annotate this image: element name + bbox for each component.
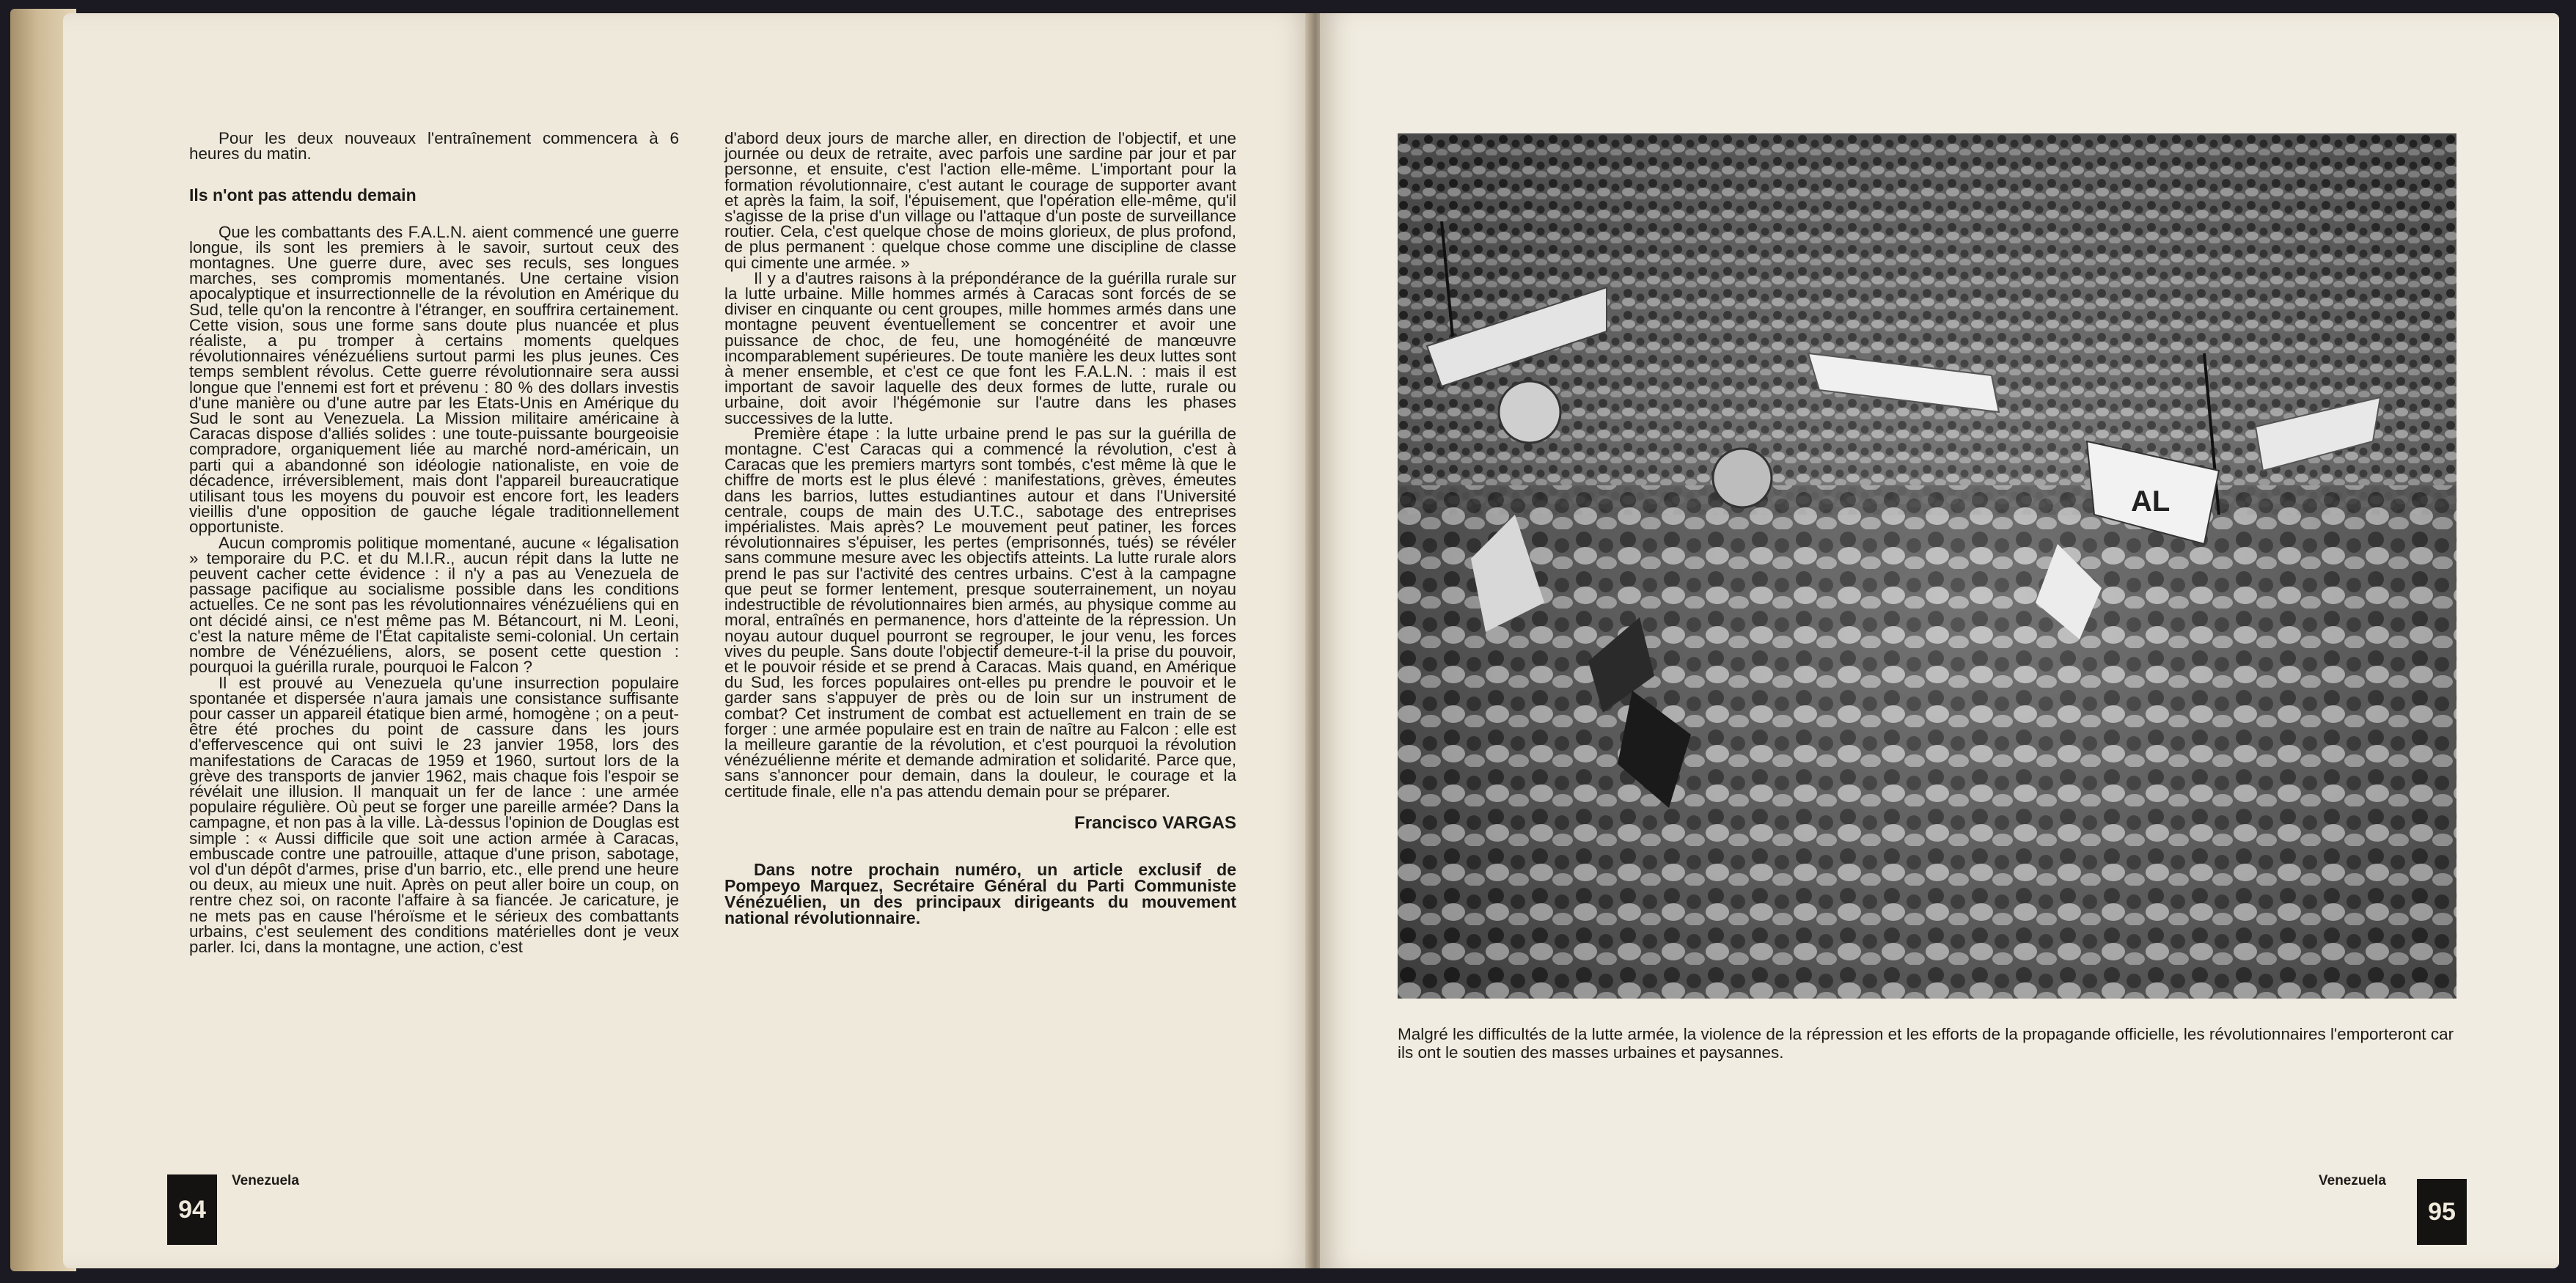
paragraph: Première étape : la lutte urbaine prend le pas sur la guérilla de montagne. C'est Caracas qui a commencé la révolution, c'est à Caracas que les premiers martyrs sont tombés, c'est même là que le chiffre de morts est le plus élevé : manifestations, grèves, émeutes dans les barrios, luttes estudiantines autour et dans l'Université centrale, coups de main des U.T.C., sabotage des entreprises impérialistes. Mais après? Le mouvement peut patiner, les forces révolutionnaires s'épuiser, les pertes (emprisonnés, tués) se révéler sans commune mesure avec les objectifs atteints. La lutte rurale alors prend le pas sur l'activité des centres urbains. C'est à la campagne que peut se former lentement, presque souterrainement, un noyau indestructible de révolutionnaires bien armés, au physique comme au moral, entraînés en permanence, hors d'atteinte de la répression. Un noyau autour duquel pourront se regrouper, le jour venu, les forces vives du peuple. Sans doute l'objectif demeure-t-il la prise du pouvoir, et le pouvoir réside et se prend à Caracas. Mais quand, en Amérique du Sud, les forces populaires ont-elles pu prendre le pouvoir et le garder sans s'appuyer de près ou de loin sur un instrument de combat? Cet instrument de combat est actuellement en train de se forger : une armée populaire est en train de naître au Falcon : elle est la meilleure garantie de la révolution, et c'est pourquoi la révolution vénézuélienne mérite et demande admiration et solidarité. Parce que, sans s'annoncer pour demain, dans la douleur, le courage et la certitude finale, elle n'a pas attendu demain pour se préparer. (724, 424, 1236, 801)
text-column-right (724, 130, 1236, 926)
photo-caption: Malgré les difficultés de la lutte armée, la violence de la répression et les efforts de la propagande officielle, les révolutionnaires l'emporteront car ils ont le soutien des masses urbaines et paysannes. (1398, 1025, 2454, 1062)
running-head-left: Venezuela (232, 1173, 299, 1188)
crowd-photo-image (1398, 133, 2456, 999)
next-issue-announcement: Dans notre prochain numéro, un article exclusif de Pompeyo Marquez, Secrétaire Général du Parti Communiste Vénézuélien, un des principaux dirigeants du mouvement national révolutionnaire. (724, 859, 1236, 927)
paragraph: Aucun compromis politique momentané, aucune « légalisation » temporaire du P.C. et du M.I.R., aucun répit dans la lutte ne peuvent cacher cette évidence : il n'y a pas au Venezuela de passage pacifique au socialisme possible dans les conditions actuelles. Ce ne sont pas les révolutionnaires vénézuéliens qui en ont décidé ainsi, ce n'est même pas M. Bétancourt, ni M. Leoni, c'est la nature même de l'État capitaliste semi-colonial. Un certain nombre de Vénézuéliens, alors, se posent cette question : pourquoi la guérilla rurale, pourquoi le Falcon ? (189, 533, 679, 677)
section-heading: Ils n'ont pas attendu demain (189, 185, 417, 205)
paragraph: Que les combattants des F.A.L.N. aient commencé une guerre longue, ils sont les premiers à le savoir, surtout ceux des montagnes. Une guerre dure, avec ses reculs, ses longues marches, ses compromis momentanés. Une certaine vision apocalyptique et insurrectionnelle de la révolution en Amérique du Sud, telle qu'on la rencontre à l'étranger, en souffrira certainement. Cette vision, sous une forme sans doute plus nuancée et plus réaliste, a pu tromper à certains moments quelques révolutionnaires vénézuéliens surtout parmi les plus jeunes. Ces temps semblent révolus. Cette guerre révolutionnaire sera aussi longue que l'ennemi est fort et prévenu : 80 % des dollars investis d'une manière ou d'une autre par les Etats-Unis en Amérique du Sud le sont au Venezuela. La Mission militaire américaine à Caracas dispose d'alliés solides : une toute-puissante bourgeoisie compradore, organiquement liée au marché nord-américain, un parti qui a abandonné son idéologie nationaliste, en voie de décadence, irréversiblement, mais dont l'appareil bureaucratique utilisant tous les moyens du pouvoir est encore fort, les leaders vieillis d'une opposition de gauche légale traditionnellement opportuniste. (189, 222, 679, 537)
intro-paragraph: Pour les deux nouveaux l'entraînement commencera à 6 heures du matin. (189, 129, 679, 163)
text-column-left (189, 130, 679, 955)
paragraph: Il y a d'autres raisons à la prépondérance de la guérilla rurale sur la lutte urbaine. Mille hommes armés à Caracas sont forcés de se diviser en cinquante ou cent groupes, mille hommes armés dans une montagne peuvent éventuellement se concentrer et avoir une puissance de choc, de feu, une homogénéité de manœuvre incomparablement supérieures. De toute manière les deux luttes sont à mener ensemble, et c'est ce que font les F.A.L.N. : mais il est important de savoir laquelle des deux formes de lutte, rurale ou urbaine, doit avoir l'hégémonie sur l'autre dans les phases successives de la lutte. (724, 268, 1236, 427)
running-head-right: Venezuela (2319, 1173, 2386, 1188)
author-signature: Francisco VARGAS (1074, 812, 1236, 833)
paragraph: Il est prouvé au Venezuela qu'une insurrection populaire spontanée et dispersée n'aura jamais une consistance suffisante pour casser un appareil étatique bien armé, homogène ; on a peut-être été proches du point de cassure dans les jours d'effervescence qui ont suivi le 23 janvier 1958, lors des manifestations de Caracas de 1959 et 1960, surtout lors de la grève des transports de janvier 1962, mais chaque fois l'espoir se révélait une illusion. Il manquait un fer de lance : une armée populaire régulière. Où peut se forger une pareille armée? Dans la campagne, et non pas à la ville. Là-dessus l'opinion de Douglas est simple : « Aussi difficile que soit une action armée à Caracas, embuscade contre une patrouille, attaque d'une prison, sabotage, vol d'un dépôt d'armes, prise d'un barrio, etc., elle prend une heure ou deux, au mieux une nuit. Après on peut aller boire un coup, on rentre chez soi, on raconte l'affaire à sa fiancée. Je caricature, je ne mets pas en cause l'héroïsme et le sérieux des combattants urbains, c'est seulement des conditions matérielles dont je veux parler. Ici, dans la montagne, une action, c'est (189, 673, 679, 956)
crowd-photograph (1398, 133, 2456, 999)
page-number-left: 94 (167, 1174, 217, 1245)
flag-text: AL (2131, 485, 2170, 518)
page-number-right: 95 (2417, 1179, 2467, 1245)
paragraph: d'abord deux jours de marche aller, en direction de l'objectif, et une journée ou deux de retraite, avec parfois une sardine par jour et par personne, et ensuite, c'est l'action elle-même. L'important pour la formation révolutionnaire, c'est autant le courage de supporter avant et après la faim, la soif, l'épuisement, que l'opération elle-même, qu'il s'agisse de la prise d'un village ou l'attaque d'un poste de surveillance routier. Cela, c'est quelque chose de moins glorieux, de plus profond, de plus permanent : quelque chose comme une discipline de classe qui cimente une armée. » (724, 129, 1236, 272)
